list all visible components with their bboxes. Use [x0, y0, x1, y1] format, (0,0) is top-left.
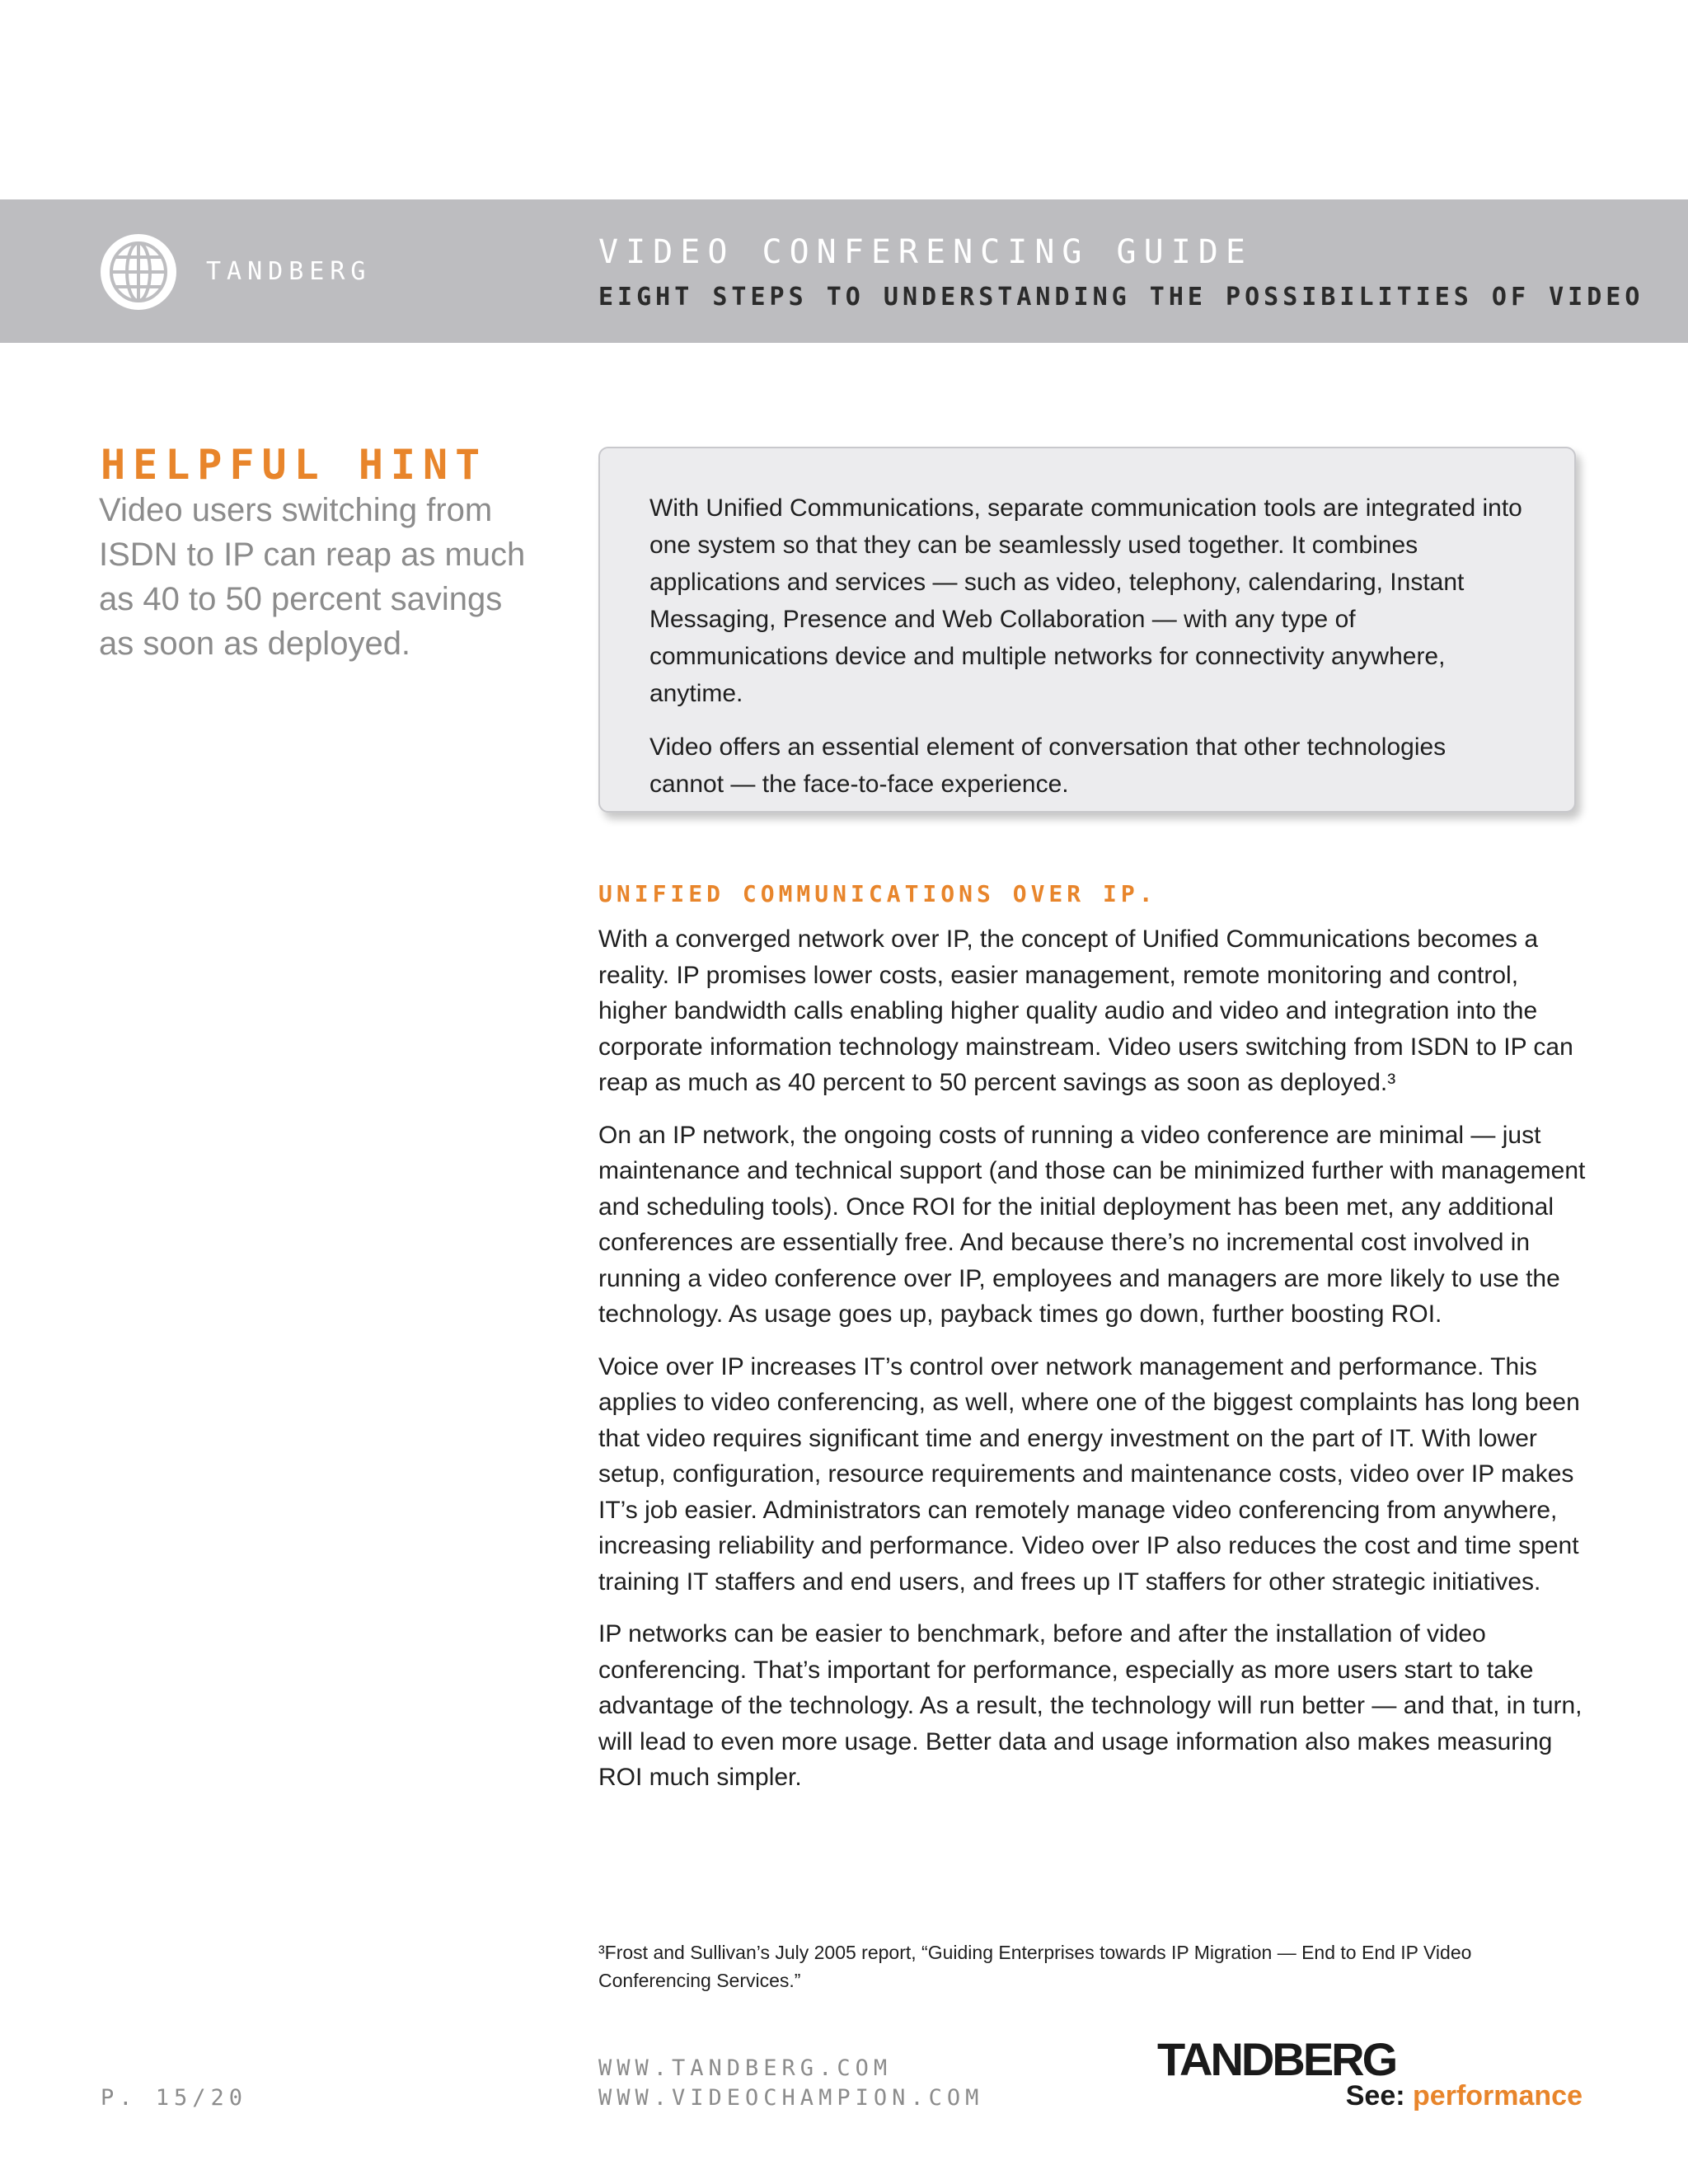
body-paragraph: With a converged network over IP, the concept of Unified Communications becomes a reality. IP promises lower costs, easier management, remote monitoring and control, higher bandwidth calls enabling higher quality audio and video and integration into the corporate information technology mainstream. Video users switching from ISDN to IP can reap as much as 40 percent to 50 percent savings as soon as deployed.³ — [598, 926, 1573, 1096]
page-number: P. 15/20 — [101, 2085, 248, 2111]
body-paragraph: Voice over IP increases IT’s control over network management and performance. This applies to video conferencing, as well, where one of the biggest complaints has long been that video requires significant time and energy investment on the part of IT. With lower setup, configuration, resource requirements and maintenance costs, video over IP makes IT’s job easier. Administrators can remotely manage video conferencing from anywhere, increasing reliability and performance. Video over IP also reduces the cost and time spent training IT staffers and end users, and frees up IT staffers for other strategic initiatives. — [598, 1352, 1580, 1596]
tandberg-logo: TANDBERG — [1157, 2033, 1396, 2085]
tagline-performance: performance — [1413, 2080, 1582, 2111]
body-paragraph: IP networks can be easier to benchmark, before and after the installation of video conferencing. That’s important for performance, especially as more users start to take advantage of the technology. As a result, the technology will run better — and that, in turn, will lead to even more usage. Better data and usage information also makes measuring ROI much simpler. — [598, 1620, 1582, 1791]
guide-subtitle: EIGHT STEPS TO UNDERSTANDING THE POSSIBILITIES OF VIDEO — [598, 283, 1644, 312]
tagline — [1346, 2080, 1582, 2112]
hint-text: Video users switching from ISDN to IP can reap as much as 40 to 50 percent savings as soon as deployed. — [99, 492, 526, 662]
globe-icon — [99, 232, 178, 312]
section-heading: UNIFIED COMMUNICATIONS OVER IP. — [598, 880, 1157, 907]
callout-paragraph: With Unified Communications, separate communication tools are integrated into one system so that they can be seamlessly used together. It combines applications and services — such as video, telephony, calendaring, Instant Messaging, Presence and Web Collaboration — with any type of communications device and multiple networks for connectivity anywhere, anytime. — [649, 494, 1522, 707]
hint-heading: HELPFUL HINT — [101, 441, 488, 489]
footnote: ³Frost and Sullivan’s July 2005 report, “Guiding Enterprises towards IP Migration — End to End IP Video Conferencing Services.” — [598, 1942, 1472, 1991]
callout-paragraph: Video offers an essential element of conversation that other technologies cannot — the face-to-face experience. — [649, 733, 1447, 798]
body-text — [598, 921, 1587, 1812]
body-paragraph: On an IP network, the ongoing costs of running a video conference are minimal — just maintenance and technical support (and those can be minimized further with management and scheduling tools). Once ROI for the initial deployment has been met, any additional conferences are essentially free. And because there’s no incremental cost involved in running a video conference over IP, employees and managers are more likely to use the technology. As usage goes up, payback times go down, further boosting ROI. — [598, 1121, 1586, 1328]
callout-box — [598, 447, 1576, 813]
url-videochampion[interactable]: WWW.VIDEOCHAMPION.COM — [598, 2085, 984, 2111]
guide-title: VIDEO CONFERENCING GUIDE — [598, 233, 1253, 271]
url-tandberg[interactable]: WWW.TANDBERG.COM — [598, 2055, 893, 2081]
tagline-see: See: — [1345, 2080, 1405, 2111]
brand-small: TANDBERG — [206, 257, 372, 286]
